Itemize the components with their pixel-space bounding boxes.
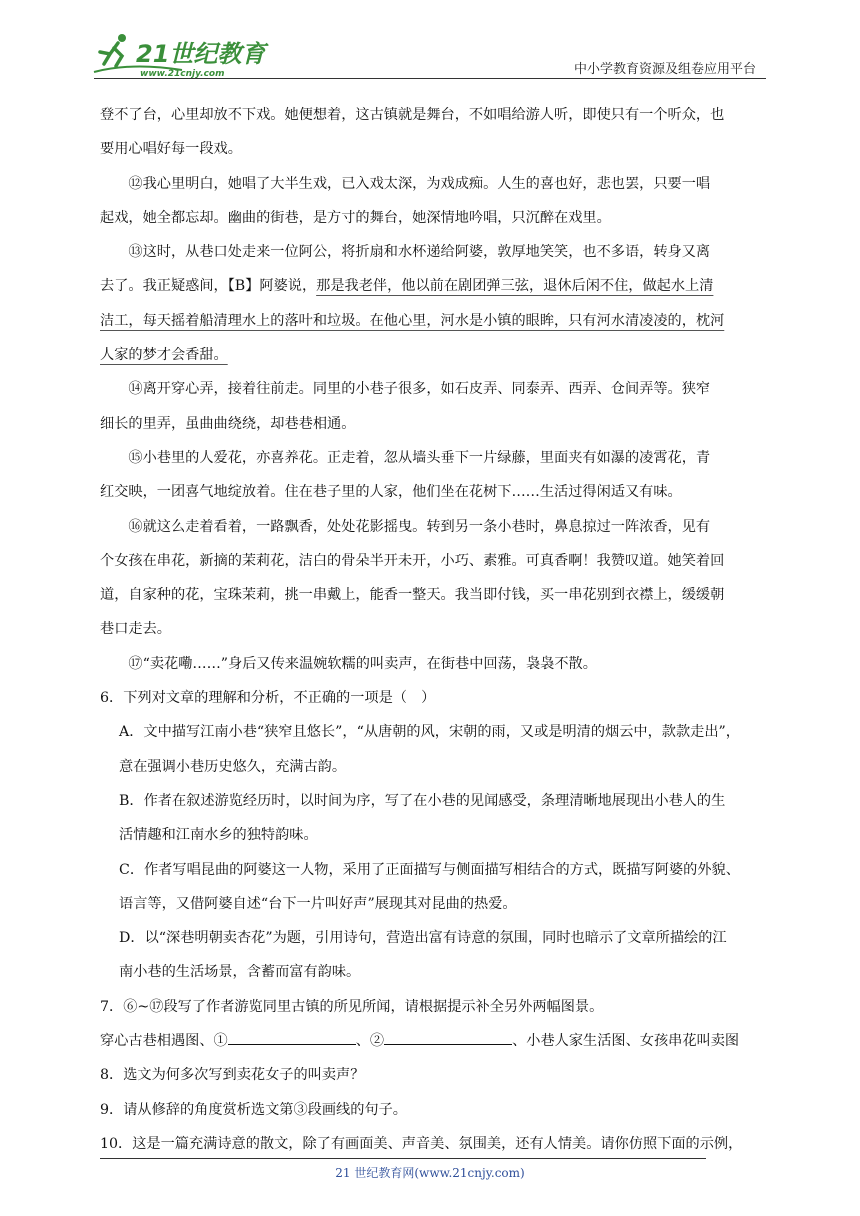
option-text: D．以“深巷明朝卖杏花”为题，引用诗句，营造出富有诗意的氛围，同时也暗示了文章所描绘的江 bbox=[119, 930, 727, 947]
text-line: 个女孩在串花，新摘的茉莉花，洁白的骨朵半开未开，小巧、素雅。可真香啊！我赞叹道。她笑着回 bbox=[100, 552, 725, 569]
option-text: B．作者在叙述游览经历时，以时间为序，写了在小巷的见闻感受，条理清晰地展现出小巷人的生 bbox=[119, 792, 726, 809]
option-text: C．作者写唱昆曲的阿婆这一人物，采用了正面描写与侧面描写相结合的方式，既描写阿婆的外貌、 bbox=[119, 861, 740, 878]
text-line: 红交映，一团喜气地绽放着。住在巷子里的人家，他们坐在花树下……生活过得闲适又有味。 bbox=[100, 484, 682, 501]
question-7 bbox=[100, 990, 766, 1059]
underlined-sentence: 洁工，每天摇着船清理水上的落叶和垃圾。在他心里，河水是小镇的眼眸，只有河水清凌凌的，枕河 bbox=[100, 312, 725, 329]
text-line: ⑯就这么走着看着，一路飘香，处处花影摇曳。转到另一条小巷时，鼻息掠过一阵浓香，见有 bbox=[128, 518, 711, 535]
option-text: 语言等，又借阿婆自述“台下一片叫好声”展现其对昆曲的热爱。 bbox=[119, 895, 517, 912]
text-line: ⑮小巷里的人爱花，亦喜养花。正走着，忽从墙头垂下一片绿藤，里面夹有如瀑的凌霄花，青 bbox=[128, 449, 711, 466]
platform-title: 中小学教育资源及组卷应用平台 bbox=[573, 62, 756, 77]
text-line bbox=[100, 269, 766, 303]
text-line: 细长的里弄，虽曲曲绕绕，却巷巷相通。 bbox=[100, 415, 356, 432]
header-divider bbox=[94, 78, 766, 79]
option-c bbox=[100, 853, 766, 922]
text-line: 登不了台，心里却放不下戏。她便想着，这古镇就是舞台，不如唱给游人听，即使只有一个听众，也 bbox=[100, 107, 725, 123]
text-line: ⑬这时，从巷口处走来一位阿公，将折扇和水杯递给阿婆，敦厚地笑笑，也不多语，转身又离 bbox=[128, 244, 711, 261]
paragraph-12 bbox=[100, 167, 766, 236]
footer-text: 21 世纪教育网(www.21cnjy.com) bbox=[335, 1166, 525, 1180]
option-a bbox=[100, 715, 766, 784]
fill-text: 、小巷人家生活图、女孩串花叫卖图 bbox=[512, 1033, 740, 1050]
paragraph-16 bbox=[100, 510, 766, 647]
fill-text: 穿心古巷相遇图、① bbox=[100, 1033, 228, 1050]
footer-divider bbox=[100, 1158, 706, 1159]
question-text: 9．请从修辞的角度赏析选文第③段画线的句子。 bbox=[100, 1101, 407, 1118]
text-line: 起戏，她全都忘却。幽曲的街巷，是方寸的舞台，她深情地吟唱，只沉醉在戏里。 bbox=[100, 209, 611, 226]
option-text: 南小巷的生活场景，含蓄而富有韵味。 bbox=[119, 964, 361, 981]
underlined-sentence: 那是我老伴，他以前在剧团弹三弦，退休后闲不住，做起水上清 bbox=[316, 278, 714, 295]
question-6 bbox=[100, 681, 766, 715]
question-text: 6．下列对文章的理解和分析，不正确的一项是（ ） bbox=[100, 690, 436, 707]
text-line bbox=[100, 338, 766, 372]
paragraph-continued bbox=[100, 98, 766, 167]
underlined-sentence: 人家的梦才会香甜。 bbox=[100, 347, 228, 364]
question-text: 10．这是一篇充满诗意的散文，除了有画面美、声音美、氛围美，还有人情美。请你仿照下面的示例， bbox=[100, 1135, 743, 1152]
document-body bbox=[100, 98, 766, 1161]
site-logo bbox=[92, 32, 272, 80]
question-text: 7．⑥~⑰段写了作者游览同里古镇的所见所闻，请根据提示补全另外两幅图景。 bbox=[100, 998, 604, 1015]
answer-blank-1[interactable] bbox=[228, 1028, 356, 1045]
paragraph-13 bbox=[100, 235, 766, 372]
svg-text:21世纪教育: 21世纪教育 bbox=[136, 40, 266, 68]
text-line: 巷口走去。 bbox=[100, 621, 171, 638]
text-line: 道，自家种的花，宝珠茉莉，挑一串戴上，能香一整天。我当即付钱，买一串花别到衣襟上，缓缓朝 bbox=[100, 587, 725, 604]
fill-text: 、② bbox=[355, 1033, 385, 1050]
option-text: 活情趣和江南水乡的独特韵味。 bbox=[119, 827, 318, 844]
paragraph-15 bbox=[100, 441, 766, 510]
fill-in-line bbox=[100, 1024, 766, 1058]
plain-text: 去了。我正疑惑间，【B】阿婆说， bbox=[100, 278, 317, 295]
option-d bbox=[100, 921, 766, 990]
option-text: 意在强调小巷历史悠久，充满古韵。 bbox=[119, 758, 347, 775]
option-b bbox=[100, 784, 766, 853]
text-line: ⑭离开穿心弄，接着往前走。同里的小巷子很多，如石皮弄、同泰弄、西弄、仓间弄等。狭窄 bbox=[128, 381, 711, 398]
paragraph-14 bbox=[100, 372, 766, 441]
question-10 bbox=[100, 1127, 766, 1161]
text-line: ⑫我心里明白，她唱了大半生戏，已入戏太深，为戏成痴。人生的喜也好，悲也罢，只要一唱 bbox=[128, 175, 711, 192]
text-line: ⑰“卖花嘞……”身后又传来温婉软糯的叫卖声，在街巷中回荡，袅袅不散。 bbox=[128, 655, 597, 672]
answer-blank-2[interactable] bbox=[384, 1028, 512, 1045]
svg-text:www.21cnjy.com: www.21cnjy.com bbox=[140, 69, 225, 79]
paragraph-17 bbox=[100, 647, 766, 681]
question-9 bbox=[100, 1093, 766, 1127]
option-text: A．文中描写江南小巷“狭窄且悠长”，“从唐朝的风，宋朝的雨，又或是明清的烟云中，款款走出”， bbox=[119, 724, 740, 741]
page-header bbox=[0, 0, 860, 80]
text-line: 要用心唱好每一段戏。 bbox=[100, 141, 242, 158]
question-8 bbox=[100, 1058, 766, 1092]
question-text: 8．选文为何多次写到卖花女子的叫卖声？ bbox=[100, 1067, 365, 1084]
text-line bbox=[100, 304, 766, 338]
